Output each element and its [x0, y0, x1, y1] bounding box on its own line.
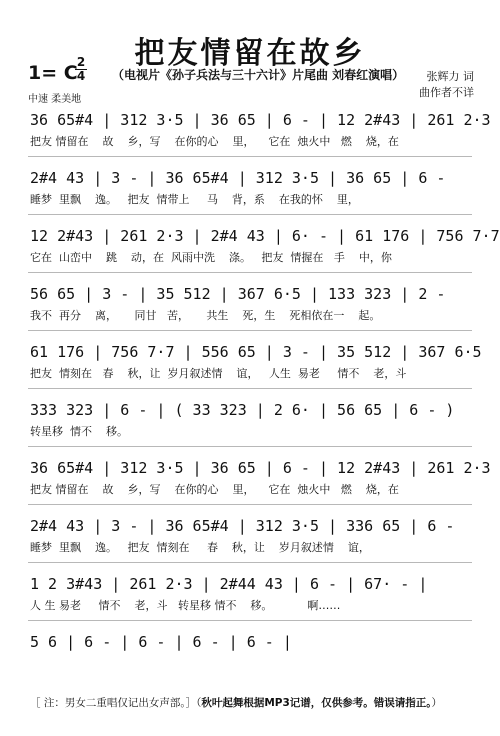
meter-bottom: 4: [76, 69, 86, 83]
system-divider: [28, 446, 472, 447]
notation-line: 5 6 | 6 - | 6 - | 6 - | 6 - |: [30, 633, 292, 651]
notation-line: 56 65 | 3 - | 35 512 | 367 6·5 | 133 323 | 2 -: [30, 285, 446, 303]
meter-top: 2: [76, 55, 86, 69]
lyric-line: 把友 情刻在 春 秋，让 岁月叙述情 谊， 人生 易老 情不 老，斗: [30, 367, 407, 380]
composer-credit: 曲作者不详: [419, 86, 474, 99]
footer-note-bold: 秋叶起舞根据MP3记谱，仅供参考。错误请指正。: [201, 697, 432, 709]
key-signature: 1= C: [28, 62, 78, 84]
notation-line: 333 323 | 6 - | ( 33 323 | 2 6· | 56 65 | 6 - ): [30, 401, 455, 419]
lyric-line: 人 生 易老 情不 老，斗 转星移 情不 移。 啊……: [30, 599, 341, 612]
time-signature: [74, 56, 88, 83]
system-divider: [28, 272, 472, 273]
system-divider: [28, 388, 472, 389]
lyric-line: 我不 再分 离， 同甘 苦， 共生 死，生 死相依在一 起。: [30, 309, 381, 322]
system-divider: [28, 330, 472, 331]
notation-line: 2#4 43 | 3 - | 36 65#4 | 312 3·5 | 336 65 | 6 -: [30, 517, 455, 535]
notation-line: 36 65#4 | 312 3·5 | 36 65 | 6 - | 12 2#43 | 261 2·3: [30, 111, 491, 129]
lyric-line: 睡梦 里飘 逸。 把友 情刻在 春 秋，让 岁月叙述情 谊，: [30, 541, 370, 554]
system-divider: [28, 562, 472, 563]
system-divider: [28, 504, 472, 505]
system-divider: [28, 156, 472, 157]
notation-line: 61 176 | 756 7·7 | 556 65 | 3 - | 35 512 | 367 6·5: [30, 343, 482, 361]
notation-line: 2#4 43 | 3 - | 36 65#4 | 312 3·5 | 36 65 | 6 -: [30, 169, 446, 187]
footer-note: [30, 695, 442, 710]
lyric-line: 转星移 情不 移。: [30, 425, 128, 438]
footer-note-end: ）: [431, 697, 443, 709]
song-subtitle: （电视片《孙子兵法与三十六计》片尾曲 刘春红演唱）: [112, 68, 405, 82]
tempo-marking: 中速 柔美地: [28, 94, 82, 105]
song-title: 把友情留在故乡: [134, 36, 366, 71]
system-divider: [28, 620, 472, 621]
notation-line: 36 65#4 | 312 3·5 | 36 65 | 6 - | 12 2#43 | 261 2·3: [30, 459, 491, 477]
lyric-line: 它在 山峦中 跳 动，在 风雨中洗 涤。 把友 情握在 手 中，你: [30, 251, 392, 264]
lyric-line: 睡梦 里飘 逸。 把友 情带上 马 背，系 在我的怀 里，: [30, 193, 359, 206]
notation-line: 12 2#43 | 261 2·3 | 2#4 43 | 6· - | 61 176 | 756 7·7: [30, 227, 500, 245]
notation-line: 1 2 3#43 | 261 2·3 | 2#44 43 | 6 - | 67· - |: [30, 575, 428, 593]
lyric-line: 把友 情留在 故 乡，写 在你的心 里， 它在 烛火中 燃 烧，在: [30, 135, 399, 148]
system-divider: [28, 214, 472, 215]
footer-note-text: ［ 注：男女二重唱仅记出女声部。］（: [30, 697, 202, 709]
lyric-line: 把友 情留在 故 乡，写 在你的心 里， 它在 烛火中 燃 烧，在: [30, 483, 399, 496]
lyricist-credit: 张辉力 词: [426, 70, 474, 83]
